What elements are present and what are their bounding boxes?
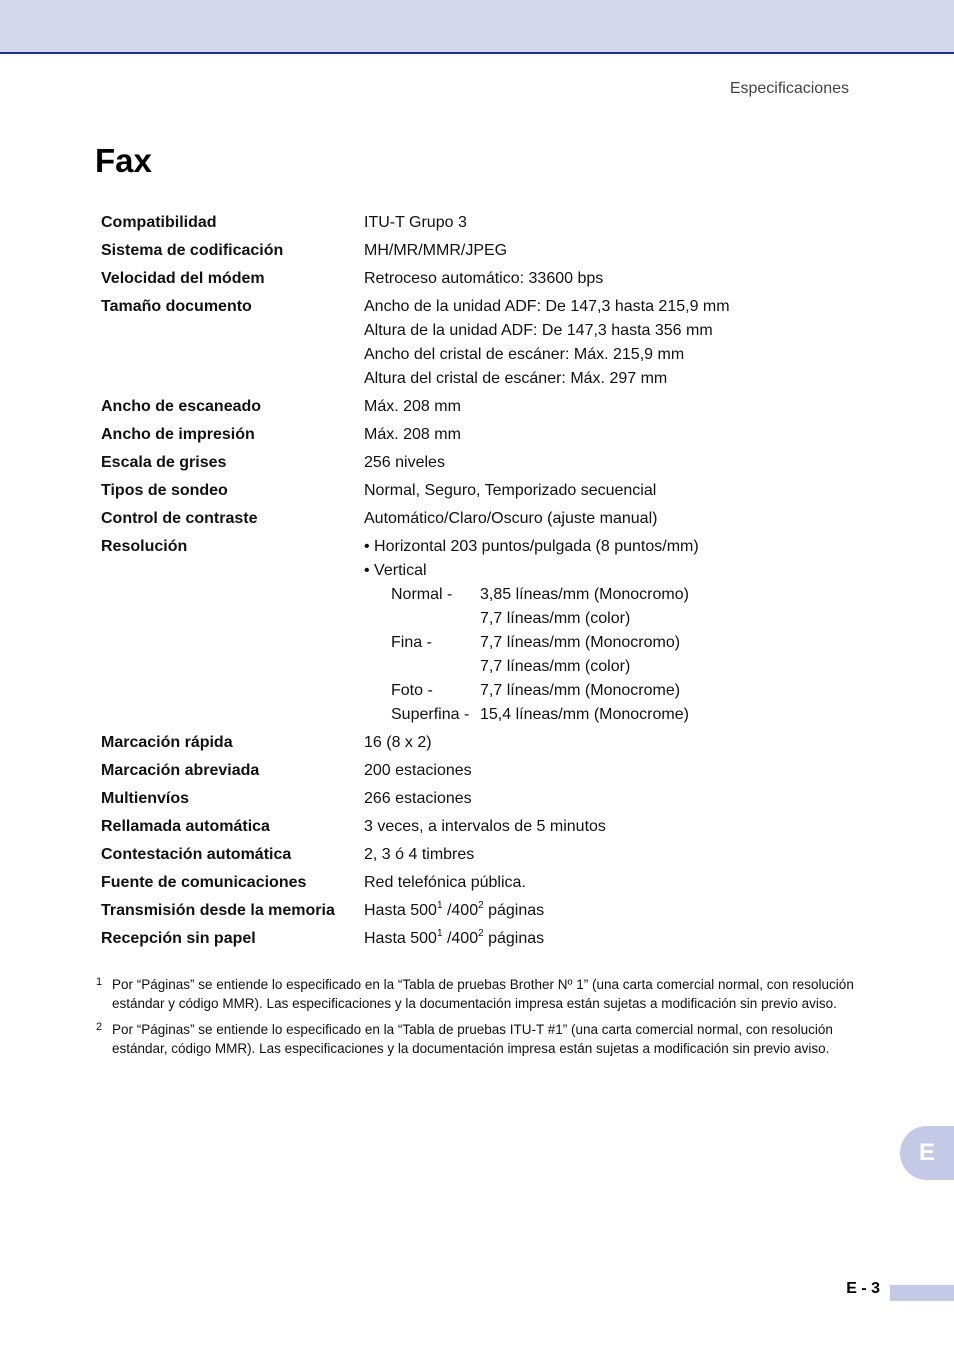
resolution-subrow — [364, 607, 699, 631]
spec-label: Rellamada automática — [101, 818, 270, 835]
spec-value: 266 estaciones — [364, 790, 472, 807]
spec-label: Control de contraste — [101, 510, 258, 527]
resolution-value: 7,7 líneas/mm (color) — [480, 610, 631, 627]
spec-label: Marcación abreviada — [101, 762, 260, 779]
footnote-ref: 2 — [478, 899, 484, 911]
resolution-subrow — [364, 679, 699, 703]
spec-label: Resolución — [101, 538, 188, 555]
pages-text: páginas — [483, 902, 545, 919]
spec-value: 2, 3 ó 4 timbres — [364, 846, 475, 863]
spec-label: Escala de grises — [101, 454, 227, 471]
spec-value: 3 veces, a intervalos de 5 minutos — [364, 818, 606, 835]
spec-row-recepcion-sin-papel — [101, 927, 861, 951]
resolution-value: 3,85 líneas/mm (Monocromo) — [480, 586, 689, 603]
spec-value-line: Ancho de la unidad ADF: De 147,3 hasta 215,9 mm — [364, 298, 730, 315]
spec-value: Retroceso automático: 33600 bps — [364, 270, 604, 287]
spec-label: Tipos de sondeo — [101, 482, 228, 499]
resolution-value: 7,7 líneas/mm (Monocrome) — [480, 682, 681, 699]
spec-label: Contestación automática — [101, 846, 292, 863]
spec-row-compatibilidad — [101, 211, 861, 235]
spec-value-line: Altura del cristal de escáner: Máx. 297 mm — [364, 370, 668, 387]
resolution-subrow — [364, 655, 699, 679]
pages-text: /400 — [442, 902, 479, 919]
spec-label: Sistema de codificación — [101, 242, 284, 259]
resolution-subrow — [364, 631, 699, 655]
spec-value: Máx. 208 mm — [364, 398, 461, 415]
resolution-subrow — [364, 703, 699, 727]
footnote-number: 2 — [96, 1021, 103, 1033]
pages-text: Hasta 500 — [364, 930, 437, 947]
spec-value: 16 (8 x 2) — [364, 734, 432, 751]
spec-value — [364, 899, 544, 923]
footnote-ref: 1 — [436, 927, 443, 939]
spec-value: Automático/Claro/Oscuro (ajuste manual) — [364, 510, 658, 527]
chapter-tab: E — [900, 1126, 954, 1180]
spec-label: Velocidad del módem — [101, 270, 265, 287]
spec-row-marcacion-rapida — [101, 731, 861, 755]
footnote-ref: 1 — [436, 899, 443, 911]
footnote — [96, 1020, 876, 1058]
pages-text: /400 — [442, 930, 479, 947]
footnotes — [96, 975, 876, 1065]
spec-row-rellamada — [101, 815, 861, 839]
resolution-mode — [391, 607, 480, 631]
spec-value-line: Altura de la unidad ADF: De 147,3 hasta 356 mm — [364, 322, 713, 339]
spec-label: Multienvíos — [101, 790, 190, 807]
resolution-value: 15,4 líneas/mm (Monocrome) — [480, 706, 689, 723]
spec-row-codificacion — [101, 239, 861, 263]
footnote-text: Por “Páginas” se entiende lo especificado en la “Tabla de pruebas Brother Nº 1” (una carta comercial normal, con resolución estándar y código MMR). Las especificaciones y la documentación impresa están sujetas a modificación sin previo aviso. — [112, 977, 854, 1011]
resolution-subrow — [364, 583, 699, 607]
spec-label: Ancho de escaneado — [101, 398, 262, 415]
spec-row-contraste — [101, 507, 861, 531]
spec-row-resolucion — [101, 535, 861, 727]
resolution-mode: Foto - — [391, 682, 433, 699]
spec-row-ancho-impresion — [101, 423, 861, 447]
spec-row-transmision-memoria — [101, 899, 861, 923]
resolution-vertical: • Vertical — [364, 562, 427, 579]
page-title: Fax — [95, 142, 152, 179]
pages-text: Hasta 500 — [364, 902, 437, 919]
spec-value: Máx. 208 mm — [364, 426, 461, 443]
footer-band — [890, 1285, 954, 1301]
spec-value: Red telefónica pública. — [364, 874, 526, 891]
spec-row-marcacion-abreviada — [101, 759, 861, 783]
spec-label: Recepción sin papel — [101, 930, 256, 947]
resolution-value: 7,7 líneas/mm (color) — [480, 658, 631, 675]
resolution-mode: Superfina - — [391, 706, 470, 723]
resolution-mode: Normal - — [391, 586, 453, 603]
spec-value: 200 estaciones — [364, 762, 472, 779]
resolution-value: 7,7 líneas/mm (Monocromo) — [480, 634, 681, 651]
spec-row-tipos-sondeo — [101, 479, 861, 503]
spec-value: Normal, Seguro, Temporizado secuencial — [364, 482, 657, 499]
footnote-ref: 2 — [478, 927, 484, 939]
spec-row-multienvios — [101, 787, 861, 811]
spec-value — [364, 535, 699, 727]
spec-row-ancho-escaneado — [101, 395, 861, 419]
spec-label: Tamaño documento — [101, 298, 252, 315]
spec-value: ITU-T Grupo 3 — [364, 214, 467, 231]
resolution-mode — [391, 655, 480, 679]
footnote-number: 1 — [96, 976, 103, 988]
spec-table — [101, 211, 861, 951]
spec-value: 256 niveles — [364, 454, 445, 471]
spec-value — [364, 295, 730, 391]
spec-value-line: Ancho del cristal de escáner: Máx. 215,9 mm — [364, 346, 685, 363]
spec-value: MH/MR/MMR/JPEG — [364, 242, 508, 259]
spec-row-fuente — [101, 871, 861, 895]
spec-label: Fuente de comunicaciones — [101, 874, 307, 891]
footnote — [96, 975, 876, 1013]
resolution-horizontal: • Horizontal 203 puntos/pulgada (8 puntos/mm) — [364, 538, 699, 555]
spec-label: Compatibilidad — [101, 214, 217, 231]
spec-row-contestacion — [101, 843, 861, 867]
spec-row-tamano-documento — [101, 295, 861, 391]
spec-row-escala-grises — [101, 451, 861, 475]
section-header: Especificaciones — [729, 80, 849, 97]
spec-label: Ancho de impresión — [101, 426, 255, 443]
spec-label: Transmisión desde la memoria — [101, 902, 335, 919]
page-number: E - 3 — [846, 1280, 880, 1297]
resolution-mode: Fina - — [391, 634, 432, 651]
spec-row-modem — [101, 267, 861, 291]
spec-value — [364, 927, 544, 951]
header-band — [0, 0, 954, 54]
spec-label: Marcación rápida — [101, 734, 233, 751]
pages-text: páginas — [483, 930, 545, 947]
footnote-text: Por “Páginas” se entiende lo especificado en la “Tabla de pruebas ITU-T #1” (una carta comercial normal, con resolución estándar, código MMR). Las especificaciones y la documentación impresa están sujetas a modificación sin previo aviso. — [112, 1022, 833, 1056]
